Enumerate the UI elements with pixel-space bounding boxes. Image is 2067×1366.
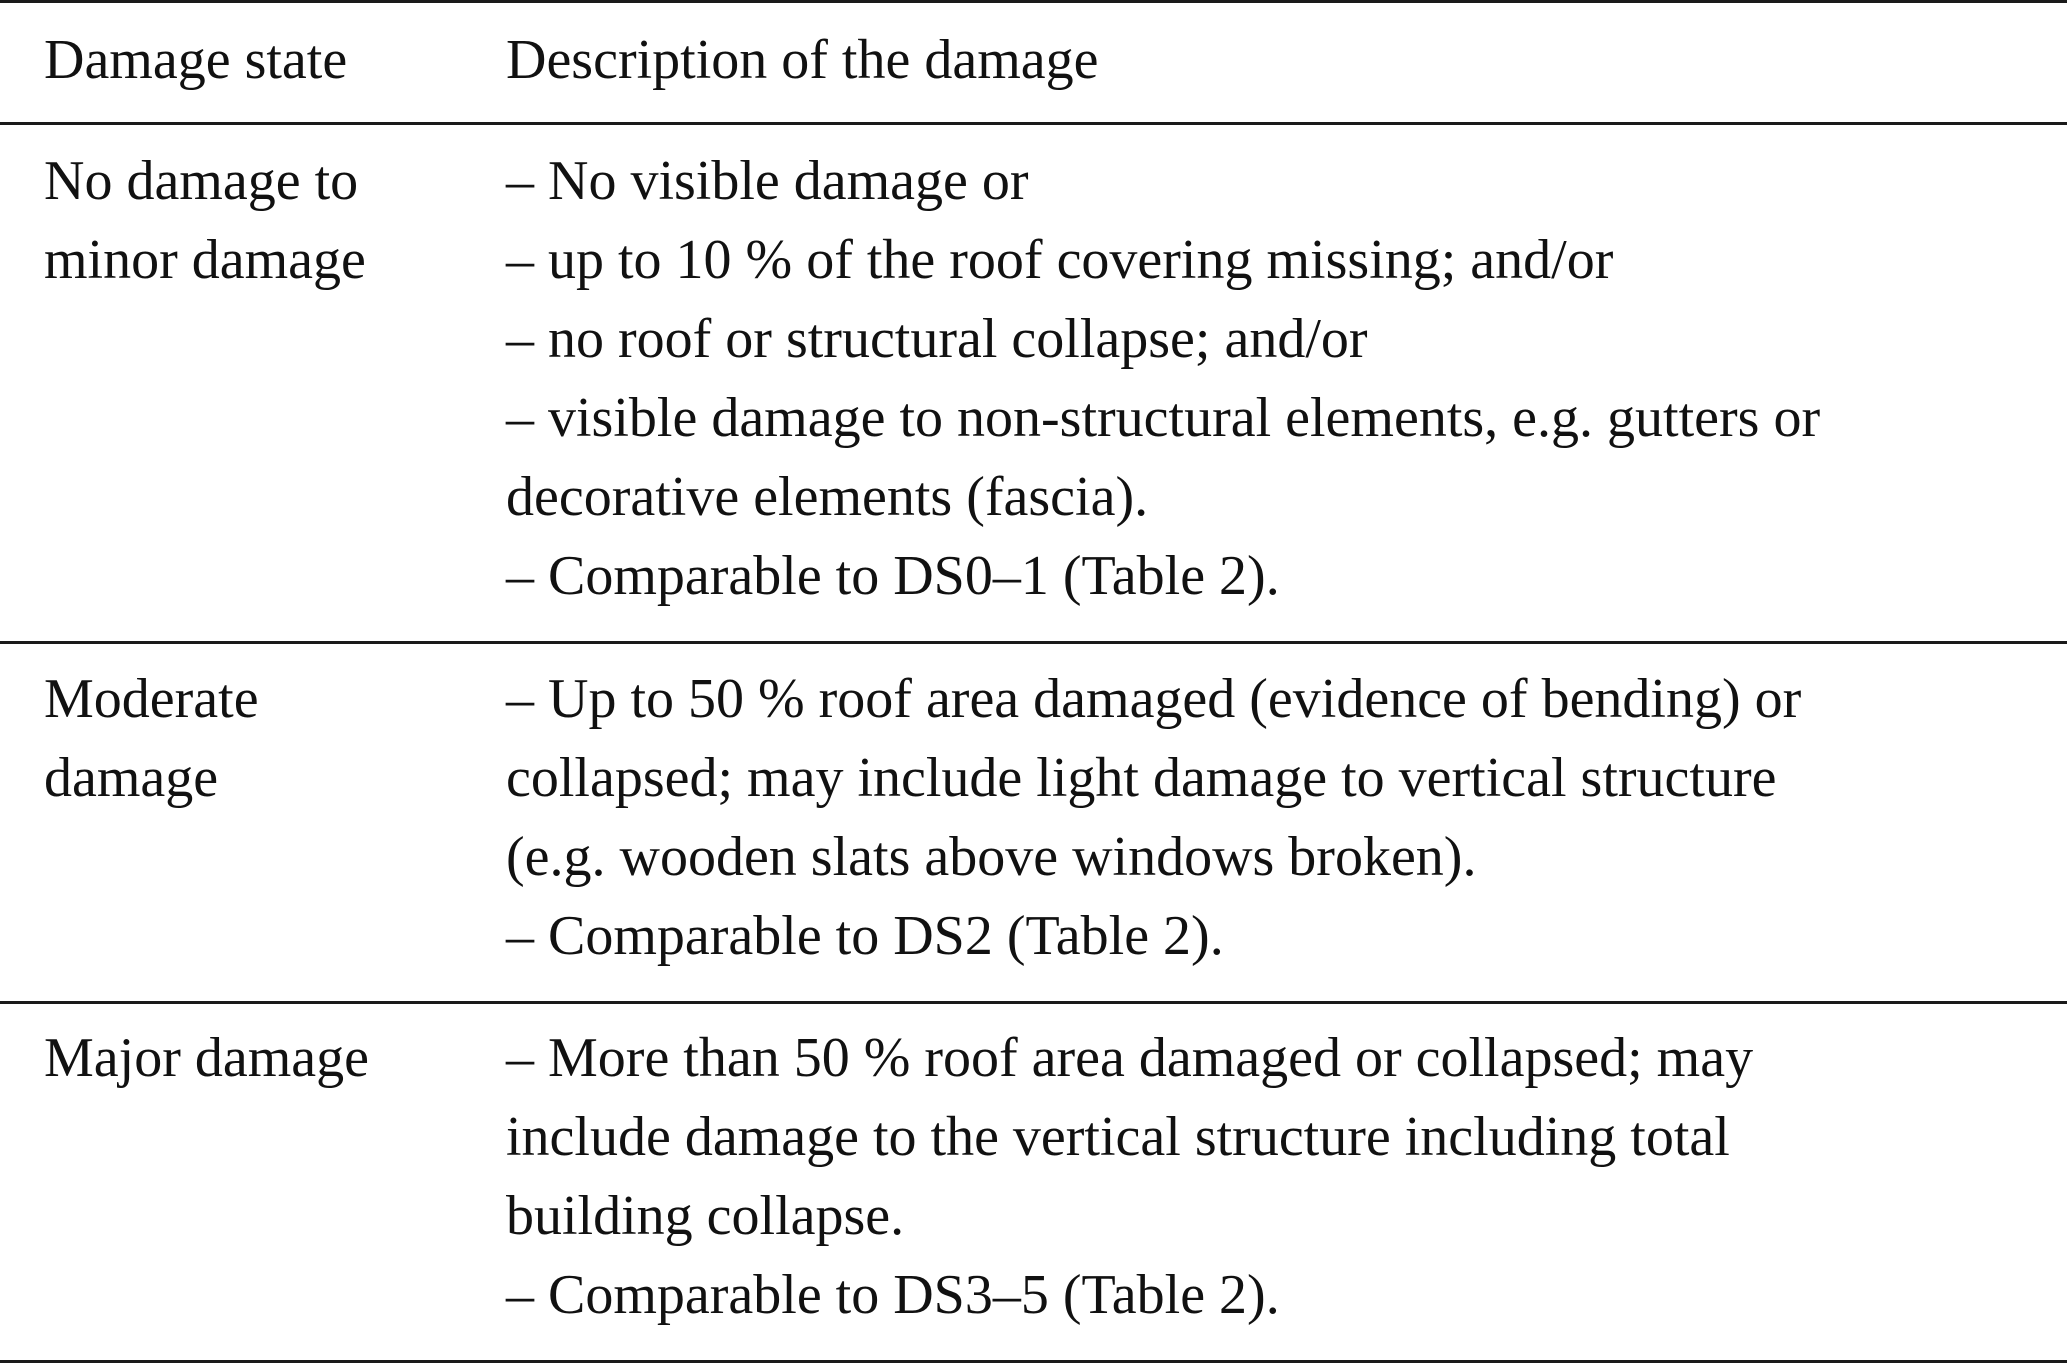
row-2-description-line: – Up to 50 % roof area damaged (evidence of bending) or [506,668,1802,730]
table-top-rule [0,0,2067,3]
row-2-description [506,660,1801,976]
row-1-state [44,142,366,300]
row-3-state-line: Major damage [44,1027,369,1089]
row-3-description-line: – More than 50 % roof area damaged or collapsed; may [506,1027,1754,1089]
row-3-description-line: – Comparable to DS3–5 (Table 2). [506,1264,1280,1326]
row-3-description-line: include damage to the vertical structure including total [506,1106,1730,1168]
row-3-description [506,1019,1753,1335]
header-damage-state: Damage state [44,29,348,91]
row-1-state-line: No damage to [44,150,359,212]
row-3-state [44,1019,369,1098]
row-rule [0,1001,2067,1004]
row-3-description-line: building collapse. [506,1185,905,1247]
row-2-description-line: – Comparable to DS2 (Table 2). [506,905,1224,967]
row-1-description-line: – No visible damage or [506,150,1029,212]
row-2-state-line: Moderate [44,668,259,730]
row-1-description [506,142,1820,616]
row-1-description-line: – visible damage to non-structural elements, e.g. gutters or [506,387,1821,449]
header-description: Description of the damage [506,29,1099,91]
row-1-description-line: – no roof or structural collapse; and/or [506,308,1368,370]
row-rule [0,641,2067,644]
row-1-state-line: minor damage [44,229,366,291]
row-2-description-line: collapsed; may include light damage to vertical structure [506,747,1777,809]
row-2-description-line: (e.g. wooden slats above windows broken). [506,826,1477,888]
row-2-state [44,660,259,818]
row-1-description-line: decorative elements (fascia). [506,466,1149,528]
table-bottom-rule [0,1360,2067,1363]
header-rule [0,122,2067,125]
row-1-description-line: – up to 10 % of the roof covering missing; and/or [506,229,1614,291]
row-1-description-line: – Comparable to DS0–1 (Table 2). [506,545,1280,607]
row-2-state-line: damage [44,747,219,809]
